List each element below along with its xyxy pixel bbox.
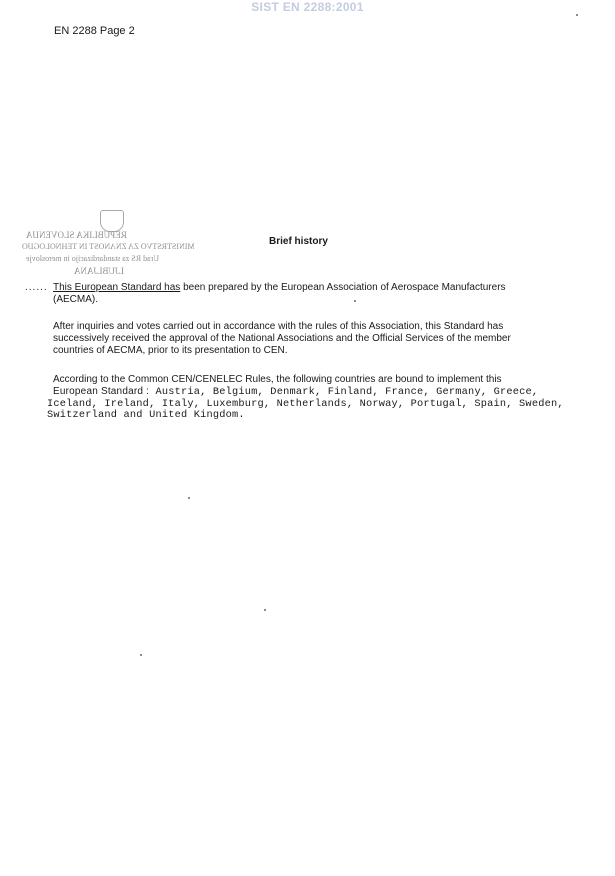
country-list-line-1: Austria, Belgium, Denmark, Finland, France, Germany, Greece, bbox=[155, 386, 539, 398]
official-stamp bbox=[22, 210, 202, 280]
scan-speck bbox=[576, 14, 578, 16]
leader-dots: ...... bbox=[25, 282, 48, 293]
scan-speck bbox=[188, 497, 190, 499]
country-list-line-3: Switzerland and United Kingdom. bbox=[47, 409, 245, 421]
page-header: EN 2288 Page 2 bbox=[54, 25, 135, 37]
country-list bbox=[47, 386, 567, 422]
scan-speck bbox=[354, 300, 356, 302]
coat-of-arms-icon bbox=[100, 210, 124, 232]
paragraph-countries-intro: According to the Common CEN/CENELEC Rules, the following countries are bound to implement this bbox=[53, 374, 502, 385]
stamp-line-3: Urad RS za standardizacijo in meroslovje bbox=[26, 254, 160, 263]
stamp-line-4: LJUBLJANA bbox=[74, 266, 125, 276]
standard-label: European Standard : bbox=[53, 386, 150, 397]
stamp-line-1: REPUBLIKA SLOVENIJA bbox=[26, 230, 127, 240]
section-title: Brief history bbox=[269, 236, 328, 247]
country-list-line-2: Iceland, Ireland, Italy, Luxemburg, Netherlands, Norway, Portugal, Spain, Sweden, bbox=[47, 397, 564, 410]
document-watermark: SIST EN 2288:2001 bbox=[251, 0, 364, 14]
paragraph-1-underlined: This European Standard has bbox=[53, 282, 181, 293]
scan-speck bbox=[264, 609, 266, 611]
paragraph-1-line-2: (AECMA). bbox=[53, 294, 98, 305]
paragraph-prepared-by bbox=[25, 282, 553, 306]
scan-speck bbox=[140, 654, 142, 656]
paragraph-1-text: been prepared by the European Association of Aerospace Manufacturers bbox=[180, 282, 506, 293]
stamp-line-2: MINISTRSTVO ZA ZNANOST IN TEHNOLOGIJO bbox=[22, 242, 195, 251]
paragraph-approval: After inquiries and votes carried out in accordance with the rules of this Association, this Standard has successively received the approval of the National Associations and the Official Services of the member countries of AECMA, prior to its presentation to CEN. bbox=[53, 321, 511, 356]
